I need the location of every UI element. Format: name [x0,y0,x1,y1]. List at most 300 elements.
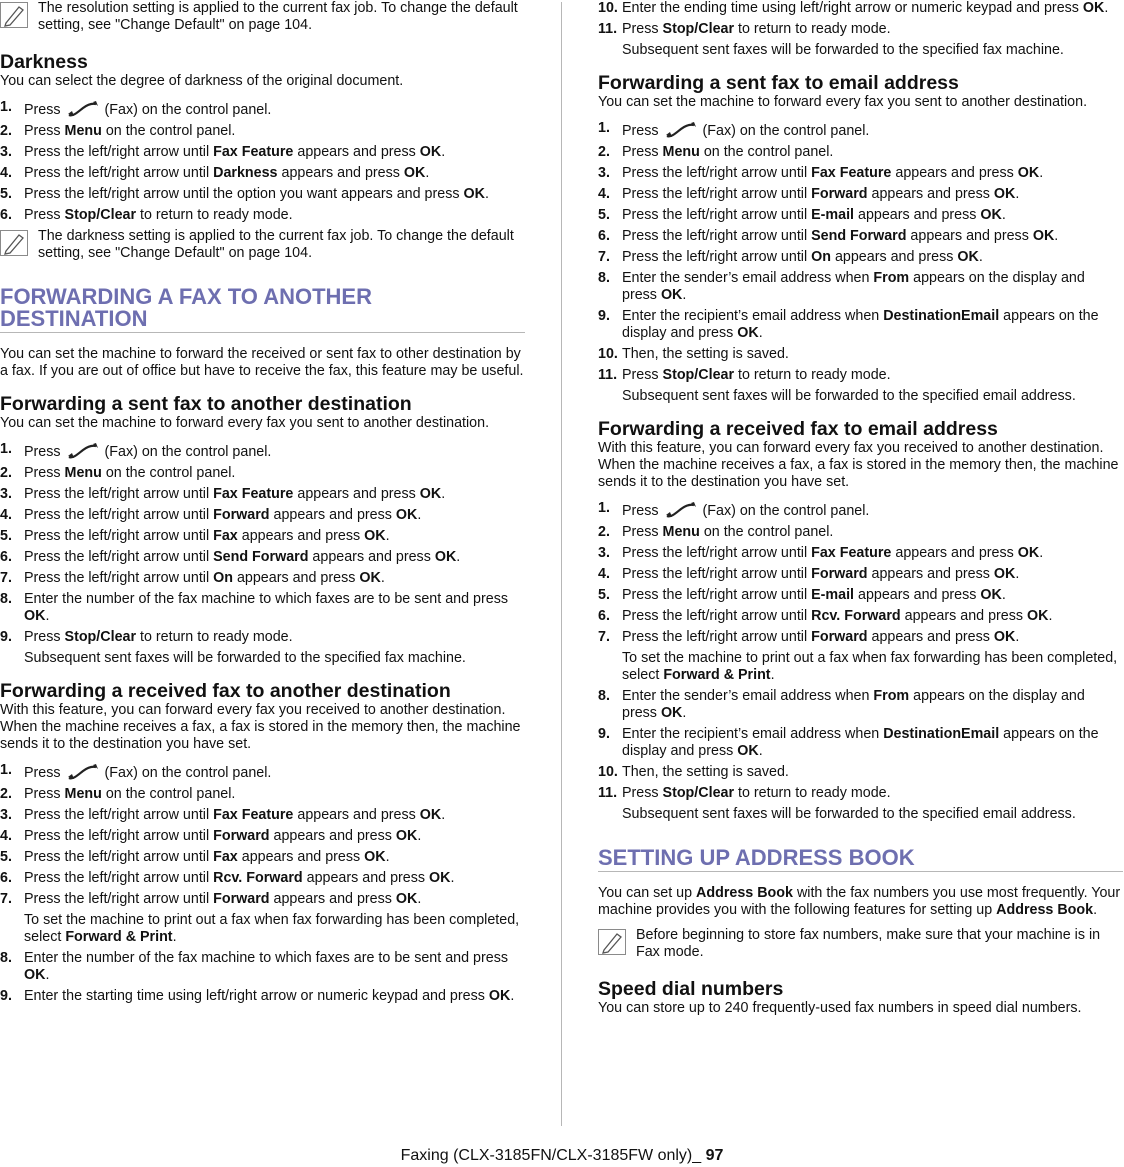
step-item [0,99,525,119]
step-text: Press [622,367,663,383]
ui-term: On [213,570,233,586]
ui-term: Forward [213,828,270,844]
step-text: appears and press [891,545,1018,561]
step-number: 6. [598,228,610,244]
step-number: 2. [598,144,610,160]
step-item [0,486,525,503]
step-text: Enter the recipient’s email address when [622,308,884,324]
sent-intro: You can set the machine to forward every fax you sent to another destination. [0,415,490,431]
note-darkness [0,228,525,262]
ui-term: OK [488,988,511,1004]
step-item [0,144,525,161]
ui-term: Forward [213,507,270,523]
step-text: . [1048,608,1053,624]
step-text: (Fax) on the control panel. [698,123,870,139]
note-pencil-icon [0,230,28,256]
step-number: 5. [0,186,12,202]
step-item [598,144,1123,161]
ui-term: OK [429,870,451,886]
step-number: 4. [598,186,610,202]
step-item [598,726,1123,760]
step-text: Then, the setting is saved. [622,346,789,362]
ui-term: Fax Feature [811,165,892,181]
step-text: appears and press [232,570,360,586]
ui-term: Stop/Clear [662,785,735,801]
step-item [598,608,1123,625]
step-item [598,785,1123,802]
step-number: 5. [0,528,12,544]
fax-icon [65,441,101,461]
note-text: The resolution setting is applied to the current fax job. To change the default setting, see "Change Default" on page 104. [38,0,518,33]
ui-term: OK [993,186,1016,202]
step-text: . [425,165,430,181]
sent-after: Subsequent sent faxes will be forwarded to the specified fax machine. [24,650,466,666]
step-number: 2. [0,786,12,802]
section-title-darkness: Darkness [0,51,88,73]
step-item [0,441,525,461]
step-text: . [385,849,390,865]
step-text: Press the left/right arrow until [24,870,214,886]
step-text: to return to ready mode. [734,21,891,37]
ui-term: OK [1017,165,1040,181]
section-title-received: Forwarding a received fax to another destination [0,680,451,702]
step-number: 9. [0,629,12,645]
ui-term: Send Forward [811,228,907,244]
step-text: Press the left/right arrow until [24,528,214,544]
ui-term: OK [993,629,1016,645]
step-text: Press the left/right arrow until [622,587,812,603]
step-text: . [385,528,390,544]
ui-term: Darkness [213,165,278,181]
step-text: to return to ready mode. [734,785,891,801]
step-text: with the fax numbers you use most frequently. Your machine provides you with the following features for setting up [598,885,1121,918]
email-received-steps [598,500,1123,646]
step-number: 1. [598,500,610,516]
step-text: . [1093,902,1098,918]
ui-term: Forward [811,186,868,202]
step-text: Press [24,123,65,139]
step-item [0,870,525,887]
step-text: . [1015,566,1020,582]
step-text: . [510,988,515,1004]
received-step7-detail [0,912,525,946]
step-number: 7. [0,570,12,586]
ui-term: Address Book [996,902,1094,918]
step-number: 3. [598,545,610,561]
note-pencil-icon [598,929,626,955]
step-item [0,950,525,984]
step-text: . [758,325,763,341]
step-number: 6. [598,608,610,624]
ui-term: E-mail [811,207,855,223]
email-sent-intro: You can set the machine to forward every fax you sent to another destination. [598,94,1088,110]
ui-term: Fax [213,849,238,865]
ui-term: OK [980,207,1002,223]
ui-term: OK [980,587,1002,603]
ui-term: OK [660,705,683,721]
step-number: 11. [598,367,618,383]
ui-term: From [873,270,910,286]
ui-term: OK [364,528,386,544]
step-text: Press the left/right arrow until [24,570,214,586]
step-text: . [441,486,446,502]
ui-term: Stop/Clear [662,367,735,383]
step-text: . [1001,587,1006,603]
ui-term: Forward & Print [65,929,173,945]
step-number: 3. [0,144,12,160]
step-text: Press the left/right arrow until the option you want appears and press [24,186,464,202]
step-text: . [417,891,422,907]
ui-term: OK [24,608,46,624]
step-number: 3. [0,486,12,502]
step-number: 4. [598,566,610,582]
step-text: . [45,608,50,624]
email-sent-steps [598,120,1123,384]
ui-term: OK [419,807,442,823]
ui-term: OK [395,828,418,844]
step-text: Enter the ending time using left/right arrow or numeric keypad and press [622,0,1083,16]
ui-term: Stop/Clear [64,629,137,645]
step-item [0,786,525,803]
step-text: Press the left/right arrow until [622,545,812,561]
step-text: Enter the sender’s email address when [622,688,874,704]
ui-term: Menu [64,786,102,802]
step-text: to return to ready mode. [136,207,293,223]
step-number: 1. [0,441,12,457]
step-number: 4. [0,165,12,181]
step-text: Press the left/right arrow until [622,566,812,582]
received-steps-end [598,0,1123,38]
step-text: . [1039,545,1044,561]
step-number: 2. [598,524,610,540]
step-text: on the control panel. [101,786,236,802]
ui-term: Send Forward [213,549,309,565]
email-received-steps-cont [598,688,1123,802]
step-text: appears and press [854,207,981,223]
step-text: . [417,507,422,523]
step-text: Press the left/right arrow until [24,807,214,823]
step-item [598,207,1123,224]
step-text: (Fax) on the control panel. [100,444,272,460]
ui-term: OK [395,507,418,523]
step-text: appears and press [867,186,994,202]
step-text: Enter the number of the fax machine to which faxes are to be sent and press [24,591,508,607]
step-text: . [441,807,446,823]
step-item [0,549,525,566]
step-number: 10. [598,0,618,16]
ui-term: Stop/Clear [64,207,137,223]
step-text: . [172,929,177,945]
step-item [0,891,525,908]
step-text: . [1001,207,1006,223]
step-item [598,249,1123,266]
step-item [0,988,525,1005]
step-text: Press the left/right arrow until [622,249,812,265]
ui-term: Fax Feature [213,144,294,160]
step-text: You can set up [598,885,697,901]
ui-term: DestinationEmail [883,308,1000,324]
step-text: Press [24,629,65,645]
step-text: . [758,743,763,759]
step-item [0,123,525,140]
ui-term: OK [364,849,386,865]
right-column [598,0,1123,1017]
step-text: Press the left/right arrow until [622,186,812,202]
step-text: Press the left/right arrow until [24,828,214,844]
ui-term: OK [463,186,485,202]
step-number: 8. [0,591,12,607]
step-number: 5. [0,849,12,865]
step-text: Press the left/right arrow until [24,144,214,160]
ui-term: Address Book [696,885,793,901]
step-text: appears on the display and press [622,308,1099,341]
step-text: (Fax) on the control panel. [100,765,272,781]
step-text: . [770,667,775,683]
step-text: Press [24,444,65,460]
step-text: appears and press [293,144,420,160]
section-title-email-sent: Forwarding a sent fax to email address [598,72,959,94]
ui-term: Menu [662,144,700,160]
ui-term: Rcv. Forward [213,870,303,886]
ui-term: Forward [213,891,270,907]
ui-term: Forward [811,629,868,645]
fax-icon [65,99,101,119]
step-text: Press the left/right arrow until [24,549,214,565]
step-number: 4. [0,828,12,844]
step-number: 9. [0,988,12,1004]
step-number: 6. [0,549,12,565]
ui-term: OK [24,967,46,983]
step-text: Enter the sender’s email address when [622,270,874,286]
step-text: Press [24,786,65,802]
step-item [598,228,1123,245]
step-text: (Fax) on the control panel. [698,503,870,519]
step-number: 9. [598,308,610,324]
ui-term: OK [1017,545,1040,561]
step-item [598,270,1123,304]
step-text: appears and press [891,165,1018,181]
ui-term: OK [434,549,457,565]
step-text: appears and press [237,528,365,544]
received-steps-cont [0,950,525,1005]
step-text: . [978,249,983,265]
step-number: 2. [0,465,12,481]
step-number: 7. [0,891,12,907]
ui-term: E-mail [811,587,855,603]
step-text: . [456,549,461,565]
darkness-intro: You can select the degree of darkness of the original document. [0,73,404,89]
ui-term: Rcv. Forward [811,608,901,624]
step-text: Press the left/right arrow until [24,165,214,181]
step-number: 3. [598,165,610,181]
ui-term: Forward [811,566,868,582]
step-text: . [682,705,687,721]
step-text: appears and press [854,587,981,603]
note-text: The darkness setting is applied to the current fax job. To change the default setting, see "Change Default" on page 104. [38,228,514,261]
step-text: Press [622,503,663,519]
step-item [598,0,1123,17]
step-text: appears on the display and press [622,726,1099,759]
ui-term: Forward & Print [663,667,771,683]
ui-term: OK [395,891,418,907]
ui-term: DestinationEmail [883,726,1000,742]
step-text: on the control panel. [699,144,834,160]
note-text: Before beginning to store fax numbers, make sure that your machine is in Fax mode. [636,927,1101,960]
ui-term: Fax Feature [213,807,294,823]
step-number: 10. [598,764,618,780]
step-text: appears on the display and press [622,270,1085,303]
step-number: 7. [598,629,610,645]
speed-dial-intro: You can store up to 240 frequently-used fax numbers in speed dial numbers. [598,1000,1082,1016]
ui-term: Fax Feature [213,486,294,502]
step-item [0,465,525,482]
step-text: appears on the display and press [622,688,1085,721]
step-text: appears and press [308,549,435,565]
step-item [0,528,525,545]
step-number: 6. [0,207,12,223]
ui-term: OK [1032,228,1055,244]
step-item [598,21,1123,38]
step-text: (Fax) on the control panel. [100,102,272,118]
step-text: Press the left/right arrow until [622,207,812,223]
step-text: to return to ready mode. [136,629,293,645]
step-text: Enter the starting time using left/right arrow or numeric keypad and press [24,988,489,1004]
step-text: . [380,570,385,586]
step-text: Press [622,123,663,139]
ui-term: Menu [662,524,700,540]
step-item [0,207,525,224]
column-divider [561,2,562,1126]
step-text: appears and press [900,608,1028,624]
step-number: 3. [0,807,12,823]
fax-icon [663,500,699,520]
step-item [598,587,1123,604]
step-number: 6. [0,870,12,886]
step-text: Press [24,765,65,781]
step-number: 1. [0,762,12,778]
step-item [0,570,525,587]
step-number: 11. [598,21,618,37]
step-text: appears and press [237,849,365,865]
step-item [0,186,525,203]
step-number: 8. [598,688,610,704]
step-text: Press [622,785,663,801]
step-number: 7. [598,249,610,265]
address-book-intro [598,885,1123,919]
step-number: 10. [598,346,618,362]
step-text: . [45,967,50,983]
step-item [598,764,1123,781]
step-number: 2. [0,123,12,139]
step-number: 4. [0,507,12,523]
ui-term: Menu [64,123,102,139]
step-number: 11. [598,785,618,801]
ui-term: Stop/Clear [662,21,735,37]
step-text: To set the machine to print out a fax when fax forwarding has been completed, select [24,912,520,945]
step-item [598,186,1123,203]
step-item [0,828,525,845]
note-pencil-icon [0,2,28,28]
step-item [0,807,525,824]
step-text: Press the left/right arrow until [24,507,214,523]
step-text: . [450,870,455,886]
ui-term: Fax [213,528,238,544]
step-number: 5. [598,207,610,223]
step-text: Press the left/right arrow until [24,849,214,865]
step-text: appears and press [293,807,420,823]
step-text: Press the left/right arrow until [24,891,214,907]
ui-term: OK [993,566,1016,582]
step-item [598,500,1123,520]
ui-term: OK [1082,0,1105,16]
section-title-sent: Forwarding a sent fax to another destination [0,393,412,415]
ui-term: On [811,249,831,265]
step-number: 1. [0,99,12,115]
step-item [598,308,1123,342]
step-text: . [682,287,687,303]
step-text: Press the left/right arrow until [24,486,214,502]
step-text: Then, the setting is saved. [622,764,789,780]
step-item [598,346,1123,363]
heading-forwarding: FORWARDING A FAX TO ANOTHER DESTINATION [0,286,525,333]
step-text: . [1039,165,1044,181]
step-text: appears and press [302,870,430,886]
ui-term: OK [660,287,683,303]
section-title-speed-dial: Speed dial numbers [598,978,784,1000]
heading-address-book: SETTING UP ADDRESS BOOK [598,847,1123,872]
step-text: Press [622,144,663,160]
step-text: Press the left/right arrow until [622,629,812,645]
step-text: appears and press [277,165,404,181]
step-item [598,566,1123,583]
ui-term: Menu [64,465,102,481]
fax-icon [663,120,699,140]
step-text: . [1054,228,1059,244]
step-text: to return to ready mode. [734,367,891,383]
step-text: appears and press [293,486,420,502]
step-item [0,165,525,182]
note-address-book [598,927,1123,961]
step-text: on the control panel. [101,123,236,139]
ui-term: OK [419,144,442,160]
step-number: 8. [0,950,12,966]
step-number: 5. [598,587,610,603]
step-text: . [1015,186,1020,202]
step-number: 8. [598,270,610,286]
step-text: Press [622,21,663,37]
step-text: appears and press [867,566,994,582]
ui-term: OK [737,325,759,341]
ui-term: OK [957,249,979,265]
step-item [598,545,1123,562]
step-text: appears and press [269,828,396,844]
step-text: . [1104,0,1109,16]
step-text: Enter the number of the fax machine to which faxes are to be sent and press [24,950,508,966]
step-item [598,367,1123,384]
ui-term: From [873,688,910,704]
footer-text: Faxing (CLX-3185FN/CLX-3185FW only)_ [400,1147,706,1164]
step-text: appears and press [269,891,396,907]
step-item [0,629,525,646]
step-text: Press [24,465,65,481]
step-text: Press [622,524,663,540]
received-after: Subsequent sent faxes will be forwarded to the specified fax machine. [622,42,1064,58]
step-item [598,165,1123,182]
note-resolution [0,0,525,34]
step-text: appears and press [269,507,396,523]
left-column [0,0,525,1009]
ui-term: Fax Feature [811,545,892,561]
